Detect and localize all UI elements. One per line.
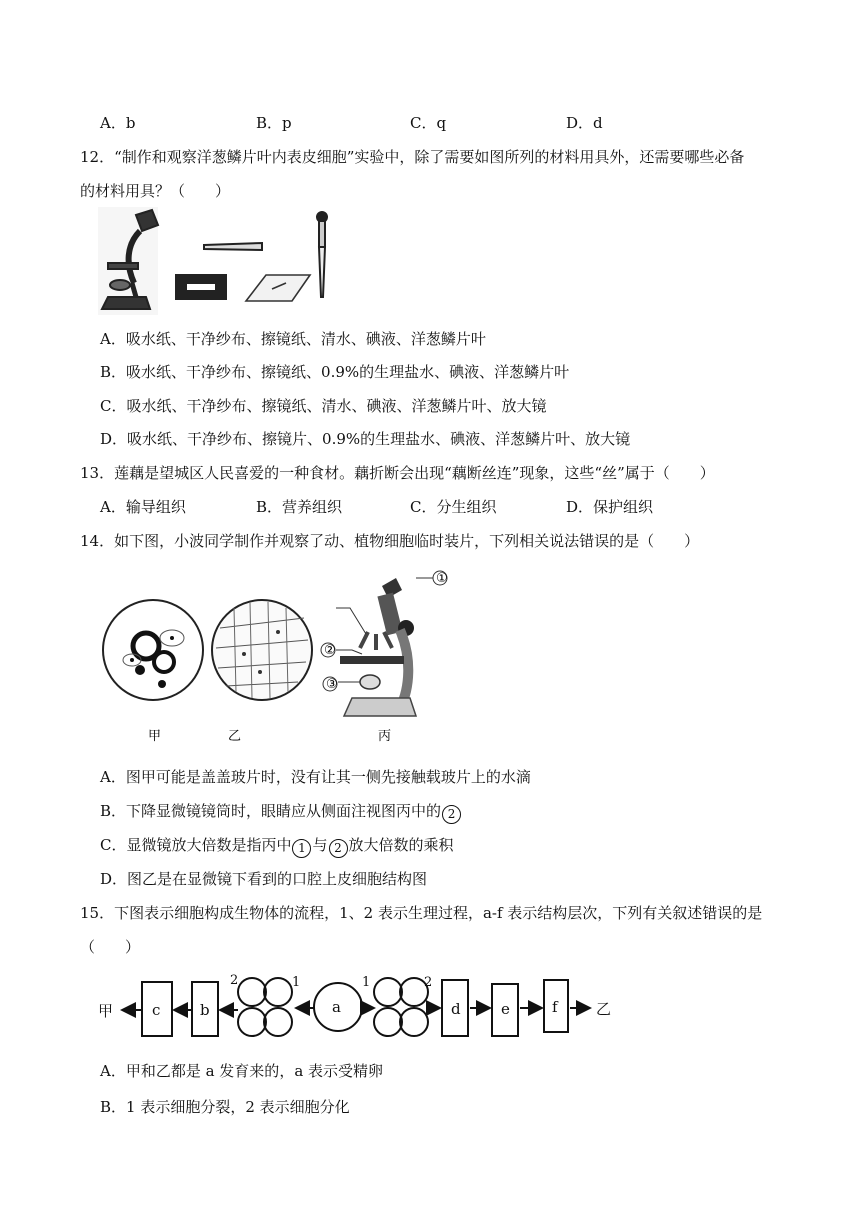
q14-option-c-mid: 与 <box>312 836 328 854</box>
circled-number: 2 <box>442 805 461 824</box>
q14-cell-microscope-figure <box>100 568 460 746</box>
q15-cell-flow-diagram <box>96 962 626 1046</box>
diagram-process-2-left: 2 <box>230 973 239 988</box>
circled-number: 1 <box>292 839 311 858</box>
diagram-label-f: f <box>552 998 558 1016</box>
cell-view-jia <box>103 600 203 700</box>
diagram-label-c: c <box>152 1001 161 1019</box>
diagram-label-a: a <box>332 998 341 1016</box>
label-jia: 甲 <box>148 729 162 744</box>
q12-option-c: C．吸水纸、干净纱布、擦镜纸、清水、碘液、洋葱鳞片叶、放大镜 <box>100 397 547 415</box>
q15-stem-line2: （ ） <box>80 938 141 956</box>
q12-stem-line2: 的材料用具？（ ） <box>80 182 231 200</box>
q13-option-c: C．分生组织 <box>410 498 497 516</box>
label-bing: 丙 <box>378 729 392 744</box>
cell-view-yi <box>212 600 312 700</box>
microscope-bing-icon <box>321 571 447 716</box>
q14-option-c-text: C．显微镜放大倍数是指丙中 <box>100 836 292 854</box>
q12-option-a: A．吸水纸、干净纱布、擦镜纸、清水、碘液、洋葱鳞片叶 <box>100 330 486 348</box>
diagram-label-yi: 乙 <box>596 1000 612 1018</box>
diagram-process-1-right: 1 <box>362 975 371 990</box>
diagram-process-2-right: 2 <box>424 975 433 990</box>
dropper-icon <box>317 212 327 297</box>
q11-option-a: A．b <box>100 114 136 132</box>
q14-option-c <box>100 834 454 858</box>
q12-equipment-figure <box>96 205 336 317</box>
diagram-label-b: b <box>200 1001 210 1019</box>
q13-option-a: A．输导组织 <box>100 498 186 516</box>
q13-option-b: B．营养组织 <box>256 498 343 516</box>
q14-option-d: D．图乙是在显微镜下看到的口腔上皮细胞结构图 <box>100 870 428 888</box>
q13-option-d: D．保护组织 <box>566 498 654 516</box>
callout-3: ③ <box>326 677 338 692</box>
q15-stem-line1: 15．下图表示细胞构成生物体的流程，1、2 表示生理过程，a-f 表示结构层次，下列有关叙述错误的是 <box>80 904 763 922</box>
tweezers-icon <box>204 243 262 250</box>
diagram-label-jia: 甲 <box>98 1002 114 1020</box>
q14-option-c-post: 放大倍数的乘积 <box>348 836 454 854</box>
slide-icon <box>246 275 310 301</box>
q11-option-d: D．d <box>566 114 603 132</box>
q12-option-b: B．吸水纸、干净纱布、擦镜纸、0.9%的生理盐水、碘液、洋葱鳞片叶 <box>100 363 570 381</box>
diagram-process-1-left: 1 <box>292 975 301 990</box>
diagram-label-d: d <box>451 1000 461 1018</box>
razor-blade-icon <box>176 275 226 299</box>
microscope-icon <box>98 207 158 315</box>
q14-stem: 14．如下图，小波同学制作并观察了动、植物细胞临时装片，下列相关说法错误的是（ ） <box>80 532 700 550</box>
q12-stem-line1: 12．“制作和观察洋葱鳞片叶内表皮细胞”实验中，除了需要如图所列的材料用具外，还需要哪些必备 <box>80 148 745 166</box>
label-yi: 乙 <box>228 729 242 744</box>
q14-option-b-text: B．下降显微镜镜筒时，眼睛应从侧面注视图丙中的 <box>100 802 442 820</box>
callout-2: ② <box>324 643 336 658</box>
diagram-label-e: e <box>501 1000 510 1018</box>
circled-number: 2 <box>329 839 348 858</box>
q11-option-b: B．p <box>256 114 292 132</box>
q14-option-a: A．图甲可能是盖盖玻片时，没有让其一侧先接触载玻片上的水滴 <box>100 768 531 786</box>
callout-1: ① <box>436 571 448 586</box>
q15-option-b: B．1 表示细胞分裂，2 表示细胞分化 <box>100 1098 350 1116</box>
q13-stem: 13．莲藕是望城区人民喜爱的一种食材。藕折断会出现“藕断丝连”现象，这些“丝”属于（ ） <box>80 464 715 482</box>
q12-option-d: D．吸水纸、干净纱布、擦镜片、0.9%的生理盐水、碘液、洋葱鳞片叶、放大镜 <box>100 430 631 448</box>
q11-option-c: C．q <box>410 114 447 132</box>
q14-option-b <box>100 800 462 824</box>
q15-option-a: A．甲和乙都是 a 发育来的，a 表示受精卵 <box>100 1062 384 1080</box>
